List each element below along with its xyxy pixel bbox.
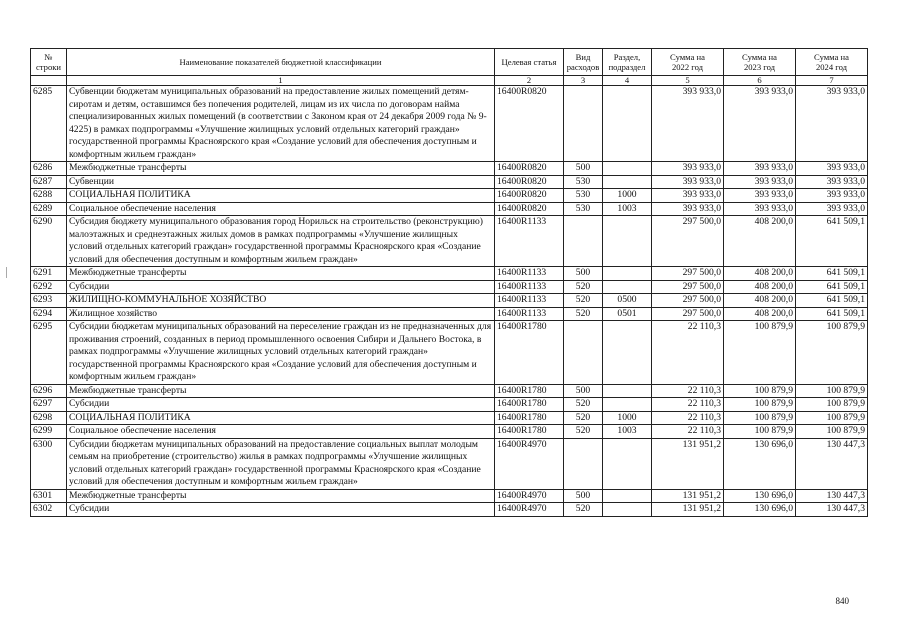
sum-2023-cell: 100 879,9 (724, 398, 796, 412)
expense-kind-cell: 500 (564, 267, 603, 281)
section-cell: 1003 (603, 425, 652, 439)
expense-kind-cell: 520 (564, 280, 603, 294)
table-body (31, 86, 868, 517)
sum-2023-cell: 408 200,0 (724, 280, 796, 294)
target-article-cell: 16400R0820 (495, 189, 564, 203)
column-numbers-row (31, 76, 868, 86)
target-article-cell: 16400R4970 (495, 438, 564, 489)
target-article-cell: 16400R4970 (495, 503, 564, 517)
header-sum-2022: Сумма на 2022 год (652, 49, 724, 76)
expense-kind-cell: 520 (564, 411, 603, 425)
sum-2023-cell: 408 200,0 (724, 267, 796, 281)
indicator-name-cell: Социальное обеспечение населения (67, 425, 495, 439)
target-article-cell: 16400R1780 (495, 398, 564, 412)
sum-2024-cell: 641 509,1 (796, 307, 868, 321)
sum-2024-cell: 130 447,3 (796, 503, 868, 517)
target-article-cell: 16400R1133 (495, 216, 564, 267)
row-number-cell: 6294 (31, 307, 67, 321)
sum-2022-cell: 22 110,3 (652, 411, 724, 425)
row-number-cell: 6302 (31, 503, 67, 517)
table-row (31, 189, 868, 203)
indicator-name-cell: Субсидии (67, 398, 495, 412)
sum-2022-cell: 393 933,0 (652, 202, 724, 216)
expense-kind-cell: 520 (564, 503, 603, 517)
table-row (31, 438, 868, 489)
section-cell (603, 175, 652, 189)
table-row (31, 267, 868, 281)
section-cell: 1000 (603, 189, 652, 203)
row-number-cell: 6286 (31, 162, 67, 176)
sum-2023-cell: 393 933,0 (724, 86, 796, 162)
scan-edge-mark (6, 267, 7, 278)
target-article-cell: 16400R1780 (495, 425, 564, 439)
table-row (31, 425, 868, 439)
target-article-cell: 16400R0820 (495, 175, 564, 189)
header-sum-2024: Сумма на 2024 год (796, 49, 868, 76)
expense-kind-cell (564, 216, 603, 267)
sum-2022-cell: 393 933,0 (652, 86, 724, 162)
section-cell (603, 280, 652, 294)
sum-2022-cell: 297 500,0 (652, 216, 724, 267)
row-number-cell: 6300 (31, 438, 67, 489)
expense-kind-cell: 530 (564, 175, 603, 189)
column-number (31, 76, 67, 86)
sum-2023-cell: 130 696,0 (724, 503, 796, 517)
indicator-name-cell: СОЦИАЛЬНАЯ ПОЛИТИКА (67, 411, 495, 425)
table-row (31, 384, 868, 398)
header-target-article: Целевая статья (495, 49, 564, 76)
row-number-cell: 6287 (31, 175, 67, 189)
target-article-cell: 16400R4970 (495, 489, 564, 503)
section-cell (603, 162, 652, 176)
sum-2022-cell: 393 933,0 (652, 189, 724, 203)
sum-2024-cell: 100 879,9 (796, 411, 868, 425)
sum-2022-cell: 22 110,3 (652, 398, 724, 412)
expense-kind-cell (564, 86, 603, 162)
indicator-name-cell: Субсидии бюджетам муниципальных образований на переселение граждан из не предназначенных для проживания строений, созданных в период промышленного освоения Сибири и Дальнего Востока, в рамках подпрограммы «Улучшение жилищных условий отдельных категорий граждан» государственной программы Красноярского края «Создание условий для обеспечения доступным и комфортным жильем граждан» (67, 321, 495, 385)
sum-2022-cell: 393 933,0 (652, 175, 724, 189)
sum-2022-cell: 297 500,0 (652, 294, 724, 308)
sum-2024-cell: 641 509,1 (796, 294, 868, 308)
sum-2023-cell: 130 696,0 (724, 489, 796, 503)
target-article-cell: 16400R1133 (495, 294, 564, 308)
expense-kind-cell: 520 (564, 398, 603, 412)
section-cell (603, 321, 652, 385)
sum-2023-cell: 100 879,9 (724, 425, 796, 439)
section-cell (603, 216, 652, 267)
indicator-name-cell: Межбюджетные трансферты (67, 162, 495, 176)
expense-kind-cell (564, 438, 603, 489)
sum-2023-cell: 408 200,0 (724, 294, 796, 308)
table-row (31, 202, 868, 216)
sum-2022-cell: 22 110,3 (652, 384, 724, 398)
column-number: 5 (652, 76, 724, 86)
expense-kind-cell: 530 (564, 202, 603, 216)
sum-2024-cell: 100 879,9 (796, 398, 868, 412)
column-number: 4 (603, 76, 652, 86)
section-cell (603, 398, 652, 412)
row-number-cell: 6297 (31, 398, 67, 412)
sum-2024-cell: 393 933,0 (796, 162, 868, 176)
sum-2024-cell: 100 879,9 (796, 425, 868, 439)
expense-kind-cell: 520 (564, 307, 603, 321)
target-article-cell: 16400R1780 (495, 321, 564, 385)
sum-2024-cell: 641 509,1 (796, 216, 868, 267)
header-row-number: № строки (31, 49, 67, 76)
column-number: 1 (67, 76, 495, 86)
sum-2023-cell: 100 879,9 (724, 384, 796, 398)
target-article-cell: 16400R1133 (495, 267, 564, 281)
section-cell: 1003 (603, 202, 652, 216)
indicator-name-cell: Субсидия бюджету муниципального образования город Норильск на строительство (реконструкцию) малоэтажных и среднеэтажных жилых домов в рамках подпрограммы «Улучшение жилищных условий отдельных категорий граждан» государственной программы Красноярского края «Создание условий для обеспечения доступным и комфортным жильем граждан» (67, 216, 495, 267)
indicator-name-cell: Субсидии бюджетам муниципальных образований на предоставление социальных выплат молодым семьям на приобретение (строительство) жилья в рамках подпрограммы «Улучшение жилищных условий отдельных категорий граждан» государственной программы Красноярского края «Создание условий для обеспечения доступным и комфортным жильем граждан» (67, 438, 495, 489)
row-number-cell: 6292 (31, 280, 67, 294)
table-row (31, 294, 868, 308)
sum-2023-cell: 393 933,0 (724, 189, 796, 203)
sum-2023-cell: 393 933,0 (724, 162, 796, 176)
indicator-name-cell: Межбюджетные трансферты (67, 384, 495, 398)
table-row (31, 398, 868, 412)
target-article-cell: 16400R1780 (495, 384, 564, 398)
sum-2024-cell: 393 933,0 (796, 202, 868, 216)
target-article-cell: 16400R1780 (495, 411, 564, 425)
indicator-name-cell: Жилищное хозяйство (67, 307, 495, 321)
sum-2022-cell: 393 933,0 (652, 162, 724, 176)
row-number-cell: 6285 (31, 86, 67, 162)
sum-2022-cell: 297 500,0 (652, 280, 724, 294)
expense-kind-cell: 500 (564, 489, 603, 503)
column-number: 7 (796, 76, 868, 86)
sum-2022-cell: 22 110,3 (652, 425, 724, 439)
indicator-name-cell: Субвенции (67, 175, 495, 189)
sum-2022-cell: 131 951,2 (652, 489, 724, 503)
indicator-name-cell: Межбюджетные трансферты (67, 267, 495, 281)
sum-2022-cell: 131 951,2 (652, 503, 724, 517)
header-expense-kind: Вид расходов (564, 49, 603, 76)
table-row (31, 411, 868, 425)
column-number: 3 (564, 76, 603, 86)
sum-2023-cell: 393 933,0 (724, 202, 796, 216)
row-number-cell: 6298 (31, 411, 67, 425)
section-cell: 0500 (603, 294, 652, 308)
budget-table-page (30, 48, 867, 517)
budget-table (30, 48, 868, 517)
section-cell (603, 438, 652, 489)
sum-2023-cell: 408 200,0 (724, 216, 796, 267)
header-sum-2023: Сумма на 2023 год (724, 49, 796, 76)
indicator-name-cell: СОЦИАЛЬНАЯ ПОЛИТИКА (67, 189, 495, 203)
indicator-name-cell: Субвенции бюджетам муниципальных образований на предоставление жилых помещений детям-сиротам и детям, оставшимся без попечения родителей, лицам из их числа по договорам найма специализированных жилых помещений (в соответствии с Законом края от 24 декабря 2009 года № 9-4225) в рамках подпрограммы «Улучшение жилищных условий отдельных категорий граждан» государственной программы Красноярского края «Создание условий для обеспечения доступным и комфортным жильем граждан» (67, 86, 495, 162)
table-header-row (31, 49, 868, 76)
sum-2022-cell: 22 110,3 (652, 321, 724, 385)
expense-kind-cell (564, 321, 603, 385)
table-row (31, 489, 868, 503)
sum-2023-cell: 393 933,0 (724, 175, 796, 189)
header-section: Раздел, подраздел (603, 49, 652, 76)
sum-2024-cell: 641 509,1 (796, 280, 868, 294)
sum-2024-cell: 130 447,3 (796, 438, 868, 489)
table-row (31, 280, 868, 294)
section-cell (603, 489, 652, 503)
sum-2022-cell: 131 951,2 (652, 438, 724, 489)
table-row (31, 175, 868, 189)
row-number-cell: 6299 (31, 425, 67, 439)
section-cell: 0501 (603, 307, 652, 321)
header-name: Наименование показателей бюджетной классификации (67, 49, 495, 76)
expense-kind-cell: 520 (564, 425, 603, 439)
section-cell (603, 384, 652, 398)
table-row (31, 321, 868, 385)
sum-2023-cell: 130 696,0 (724, 438, 796, 489)
target-article-cell: 16400R0820 (495, 202, 564, 216)
sum-2023-cell: 100 879,9 (724, 411, 796, 425)
row-number-cell: 6295 (31, 321, 67, 385)
row-number-cell: 6293 (31, 294, 67, 308)
expense-kind-cell: 500 (564, 162, 603, 176)
sum-2024-cell: 130 447,3 (796, 489, 868, 503)
indicator-name-cell: Субсидии (67, 280, 495, 294)
row-number-cell: 6289 (31, 202, 67, 216)
sum-2024-cell: 393 933,0 (796, 175, 868, 189)
sum-2023-cell: 100 879,9 (724, 321, 796, 385)
column-number: 2 (495, 76, 564, 86)
indicator-name-cell: Социальное обеспечение населения (67, 202, 495, 216)
expense-kind-cell: 500 (564, 384, 603, 398)
table-row (31, 307, 868, 321)
page-number: 840 (835, 596, 849, 606)
expense-kind-cell: 520 (564, 294, 603, 308)
table-row (31, 216, 868, 267)
target-article-cell: 16400R0820 (495, 162, 564, 176)
sum-2024-cell: 641 509,1 (796, 267, 868, 281)
sum-2023-cell: 408 200,0 (724, 307, 796, 321)
section-cell (603, 503, 652, 517)
table-row (31, 503, 868, 517)
indicator-name-cell: ЖИЛИЩНО-КОММУНАЛЬНОЕ ХОЗЯЙСТВО (67, 294, 495, 308)
table-row (31, 86, 868, 162)
target-article-cell: 16400R1133 (495, 307, 564, 321)
section-cell (603, 86, 652, 162)
indicator-name-cell: Межбюджетные трансферты (67, 489, 495, 503)
indicator-name-cell: Субсидии (67, 503, 495, 517)
sum-2024-cell: 100 879,9 (796, 321, 868, 385)
sum-2022-cell: 297 500,0 (652, 307, 724, 321)
row-number-cell: 6296 (31, 384, 67, 398)
sum-2024-cell: 393 933,0 (796, 189, 868, 203)
row-number-cell: 6288 (31, 189, 67, 203)
column-number: 6 (724, 76, 796, 86)
sum-2024-cell: 393 933,0 (796, 86, 868, 162)
row-number-cell: 6291 (31, 267, 67, 281)
row-number-cell: 6301 (31, 489, 67, 503)
sum-2022-cell: 297 500,0 (652, 267, 724, 281)
target-article-cell: 16400R0820 (495, 86, 564, 162)
sum-2024-cell: 100 879,9 (796, 384, 868, 398)
section-cell (603, 267, 652, 281)
row-number-cell: 6290 (31, 216, 67, 267)
target-article-cell: 16400R1133 (495, 280, 564, 294)
section-cell: 1000 (603, 411, 652, 425)
expense-kind-cell: 530 (564, 189, 603, 203)
table-row (31, 162, 868, 176)
